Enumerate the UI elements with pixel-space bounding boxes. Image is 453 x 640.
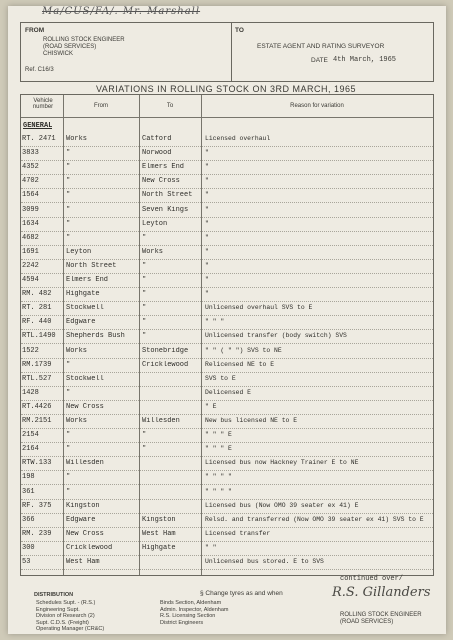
to-cell: Kingston (142, 515, 176, 524)
signatory-line: ROLLING STOCK ENGINEER (340, 612, 422, 618)
from-cell: Edgware (66, 515, 96, 524)
from-cell: Leyton (66, 247, 92, 256)
col-header-to: To (166, 103, 174, 109)
from-cell: New Cross (66, 529, 104, 538)
to-cell: North Street (142, 191, 193, 200)
reason-cell: Unlicensed transfer (body switch) SVS (205, 332, 347, 340)
to-cell: " (142, 233, 147, 242)
signatory-title (340, 612, 422, 625)
to-cell: New Cross (142, 177, 180, 186)
to-cell: " (142, 431, 147, 440)
vehicle-cell: RT. 2471 (22, 135, 56, 143)
from-cell: Willesden (66, 459, 104, 468)
vehicle-cell: RTL.1490 (22, 332, 56, 341)
distribution-list-2 (160, 600, 228, 626)
distribution-item: Division of Research (2) (36, 613, 95, 619)
from-cell: " (66, 177, 71, 186)
col-header-reason: Reason for variation (290, 103, 344, 109)
to-cell: " (142, 445, 147, 454)
vehicle-cell: 300 (22, 543, 35, 552)
from-cell: Highgate (66, 290, 100, 299)
to-cell: Willesden (142, 417, 180, 425)
reason-cell: Licensed overhaul (205, 135, 271, 142)
from-cell: " (66, 219, 71, 228)
handwritten-note: Ma/CUS/FA/. Mr. Marshall (42, 6, 201, 17)
to-cell: " (142, 318, 147, 327)
to-cell: " (142, 332, 147, 341)
variations-table (20, 94, 434, 576)
from-cell: New Cross (66, 402, 104, 411)
from-cell: " (66, 445, 71, 454)
distribution-label: DISTRIBUTION (34, 592, 74, 598)
vehicle-cell: RTL.527 (22, 374, 52, 383)
document-title: VARIATIONS IN ROLLING STOCK ON 3RD MARCH, 1965 (95, 84, 357, 94)
distribution-item: Supt. C.D.S. (Freight) (36, 619, 89, 626)
vehicle-cell: 2242 (22, 261, 39, 270)
reason-cell: " " (205, 543, 217, 551)
vehicle-cell: 4682 (22, 233, 39, 242)
vehicle-cell: 1428 (22, 388, 39, 397)
header-box (20, 22, 434, 82)
to-cell: " (142, 276, 147, 284)
from-cell: " (66, 360, 71, 369)
distribution-item: Engineering Supt. (36, 606, 80, 613)
reason-cell: " E (205, 402, 217, 410)
to-cell: " (142, 261, 147, 270)
vehicle-cell: RF. 375 (22, 501, 52, 510)
to-cell: Works (142, 247, 164, 256)
to-cell: Elmers End (142, 163, 185, 172)
vehicle-cell: 4702 (22, 177, 39, 186)
to-cell: Leyton (142, 219, 168, 228)
reason-cell: " (205, 177, 209, 185)
vehicle-cell: RM. 239 (22, 529, 52, 538)
reason-cell: SVS to E (205, 374, 236, 382)
vehicle-cell: 1634 (22, 219, 39, 228)
reason-cell: " " " " (205, 473, 232, 481)
vehicle-cell: 1691 (22, 247, 39, 256)
vehicle-cell: 3099 (22, 205, 39, 214)
vehicle-cell: 4352 (22, 163, 39, 172)
section-label: GENERAL (23, 122, 53, 130)
reason-cell: Relicensed NE to E (205, 360, 275, 368)
from-cell: " (66, 233, 71, 242)
vehicle-cell: 1564 (22, 191, 39, 200)
header-divider (231, 23, 232, 81)
reason-cell: " (205, 163, 209, 171)
reason-cell: Unlicensed overhaul SVS to E (205, 304, 313, 312)
vehicle-cell: 3833 (22, 149, 39, 158)
tyre-note: § Change tyres as and when (200, 590, 283, 597)
to-cell: Cricklewood (142, 360, 189, 369)
distribution-item: Schedules Supt. - (R.S.) (36, 600, 96, 606)
from-cell: Kingston (66, 501, 100, 510)
reason-cell: " " " E (205, 431, 232, 439)
reason-cell: " " " (205, 318, 225, 326)
reason-cell: Licensed bus (Now OMO 39 seater ex 41) E (205, 501, 359, 509)
date-label: DATE (311, 57, 328, 64)
reason-cell: " " " E (205, 445, 232, 453)
to-label: TO (235, 27, 244, 34)
reason-cell: " " ( " ") SVS to NE (205, 346, 282, 354)
from-cell: Cricklewood (66, 543, 113, 552)
vehicle-cell: 53 (22, 558, 31, 566)
from-cell: " (66, 191, 71, 200)
distribution-item: R.S. Licensing Section (160, 613, 216, 619)
from-line-2: (ROAD SERVICES) (43, 44, 97, 50)
reason-cell: Delicensed E (205, 388, 252, 396)
reason-cell: Licensed transfer (205, 529, 271, 537)
from-cell: " (66, 487, 71, 496)
distribution-item: Binds Section, Aldenham (160, 600, 222, 606)
signature: R.S. Gillanders (332, 585, 431, 600)
vehicle-cell: 2154 (22, 431, 39, 440)
continued-note: continued over/ (340, 575, 404, 583)
from-cell: Shepherds Bush (66, 332, 125, 341)
to-cell: Norwood (142, 149, 172, 158)
from-cell: Stockwell (66, 304, 104, 313)
from-cell: " (66, 205, 71, 214)
vehicle-cell: 361 (22, 487, 35, 496)
vehicle-cell: 1522 (22, 346, 39, 355)
reference: Ref. C16/3 (25, 67, 54, 73)
reason-cell: " (205, 261, 209, 269)
distribution-item: Operating Manager (CR&C) (36, 626, 105, 632)
from-cell: North Street (66, 261, 117, 270)
reason-cell: " (205, 191, 209, 199)
vehicle-cell: RM. 482 (22, 290, 52, 299)
to-text: ESTATE AGENT AND RATING SURVEYOR (257, 43, 385, 50)
from-cell: Elmers End (66, 276, 109, 284)
vehicle-cell: 198 (22, 473, 35, 482)
to-cell: Seven Kings (142, 205, 189, 214)
vehicle-cell: RM.1739 (22, 360, 52, 369)
distribution-item: Admin. Inspector, Aldenham (160, 606, 229, 613)
from-line-3: CHISWICK (43, 51, 73, 57)
reason-cell: " (205, 219, 209, 227)
from-cell: " (66, 149, 71, 158)
reason-cell: " " " " (205, 487, 232, 495)
col-header-vehicle: Vehicle number (32, 98, 54, 110)
reason-cell: " (205, 233, 209, 241)
reason-cell: " (205, 290, 209, 298)
to-cell: Stonebridge (142, 346, 189, 355)
vehicle-cell: 4594 (22, 276, 39, 284)
reason-cell: Unlicensed bus stored. E to SVS (205, 558, 324, 565)
from-cell: Edgware (66, 318, 96, 327)
to-cell: Highgate (142, 543, 176, 552)
header-rule (21, 117, 433, 118)
reason-cell: New bus licensed NE to E (205, 417, 298, 424)
from-cell: Works (66, 135, 88, 143)
vehicle-cell: RF. 440 (22, 318, 52, 327)
from-cell: " (66, 388, 71, 397)
vehicle-cell: 2164 (22, 445, 39, 454)
row-rule (21, 569, 433, 570)
from-cell: Works (66, 346, 88, 355)
reason-cell: Licensed bus now Hackney Trainer E to NE (205, 459, 359, 467)
from-cell: West Ham (66, 558, 100, 566)
date-value: 4th March, 1965 (333, 56, 397, 64)
vehicle-cell: RM.2151 (22, 417, 52, 425)
reason-cell: " (205, 205, 209, 213)
reason-cell: " (205, 247, 209, 255)
vehicle-cell: RT. 281 (22, 304, 52, 313)
to-cell: " (142, 304, 147, 313)
reason-cell: " (205, 276, 209, 283)
from-cell: " (66, 431, 71, 440)
distribution-item: District Engineers (160, 619, 204, 626)
vehicle-cell: RTW.133 (22, 459, 52, 468)
from-cell: Works (66, 417, 88, 425)
vehicle-cell: RT.4426 (22, 402, 52, 411)
reason-cell: Relsd. and transferred (Now OMO 39 seater ex 41) SVS to E (205, 515, 424, 523)
to-cell: Catford (142, 135, 172, 143)
from-line-1: ROLLING STOCK ENGINEER (43, 37, 125, 43)
distribution-list-1 (36, 600, 104, 633)
to-cell: West Ham (142, 529, 176, 538)
col-header-from: From (94, 103, 108, 109)
to-cell: " (142, 290, 147, 299)
reason-cell: " (205, 149, 209, 157)
from-cell: " (66, 163, 71, 172)
from-cell: Stockwell (66, 374, 104, 383)
signatory-line: (ROAD SERVICES) (340, 618, 394, 625)
vehicle-cell: 366 (22, 515, 35, 524)
from-cell: " (66, 473, 71, 482)
from-label: FROM (25, 27, 45, 34)
